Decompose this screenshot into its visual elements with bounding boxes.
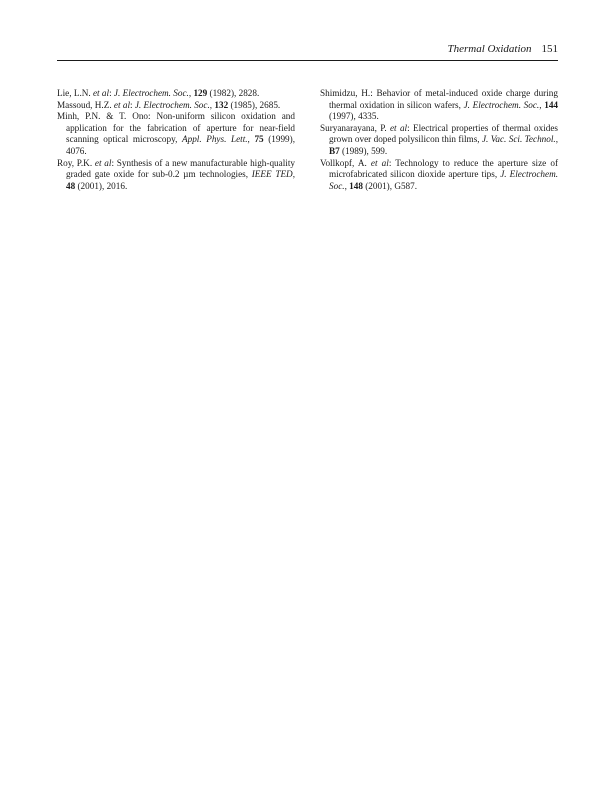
reference-entry: Minh, P.N. & T. Ono: Non-uniform silicon oxidation and application for the fabrication of aperture for near-field scanning optical microscopy, Appl. Phys. Lett., 75 (1999), 4076.	[57, 111, 295, 156]
reference-entry: Suryanarayana, P. et al: Electrical properties of thermal oxides grown over doped polysilicon thin films, J. Vac. Sci. Technol., B7 (1989), 599.	[320, 122, 558, 156]
reference-entry: Massoud, H.Z. et al: J. Electrochem. Soc., 132 (1985), 2685.	[57, 99, 281, 110]
reference-entry: Lie, L.N. et al: J. Electrochem. Soc., 129 (1982), 2828.	[57, 88, 260, 98]
reference-column-right	[320, 88, 558, 192]
reference-entry: Vollkopf, A. et al: Technology to reduce the aperture size of microfabricated silicon dioxide aperture tips, J. Electrochem. Soc., 148 (2001), G587.	[320, 157, 559, 191]
running-head-title: Thermal Oxidation	[447, 43, 532, 55]
page-number: 151	[541, 43, 558, 55]
header-rule	[57, 60, 558, 61]
reference-columns	[57, 88, 558, 192]
reference-entry: Roy, P.K. et al: Synthesis of a new manufacturable high-quality graded gate oxide for sub-0.2 µm technologies, IEEE TED, 48 (2001), 2016.	[57, 157, 295, 191]
reference-entry: Shimidzu, H.: Behavior of metal-induced oxide charge during thermal oxidation in silicon wafers, J. Electrochem. Soc., 144 (1997), 4335.	[320, 88, 558, 122]
running-head	[447, 43, 558, 55]
reference-column-left	[57, 88, 295, 192]
